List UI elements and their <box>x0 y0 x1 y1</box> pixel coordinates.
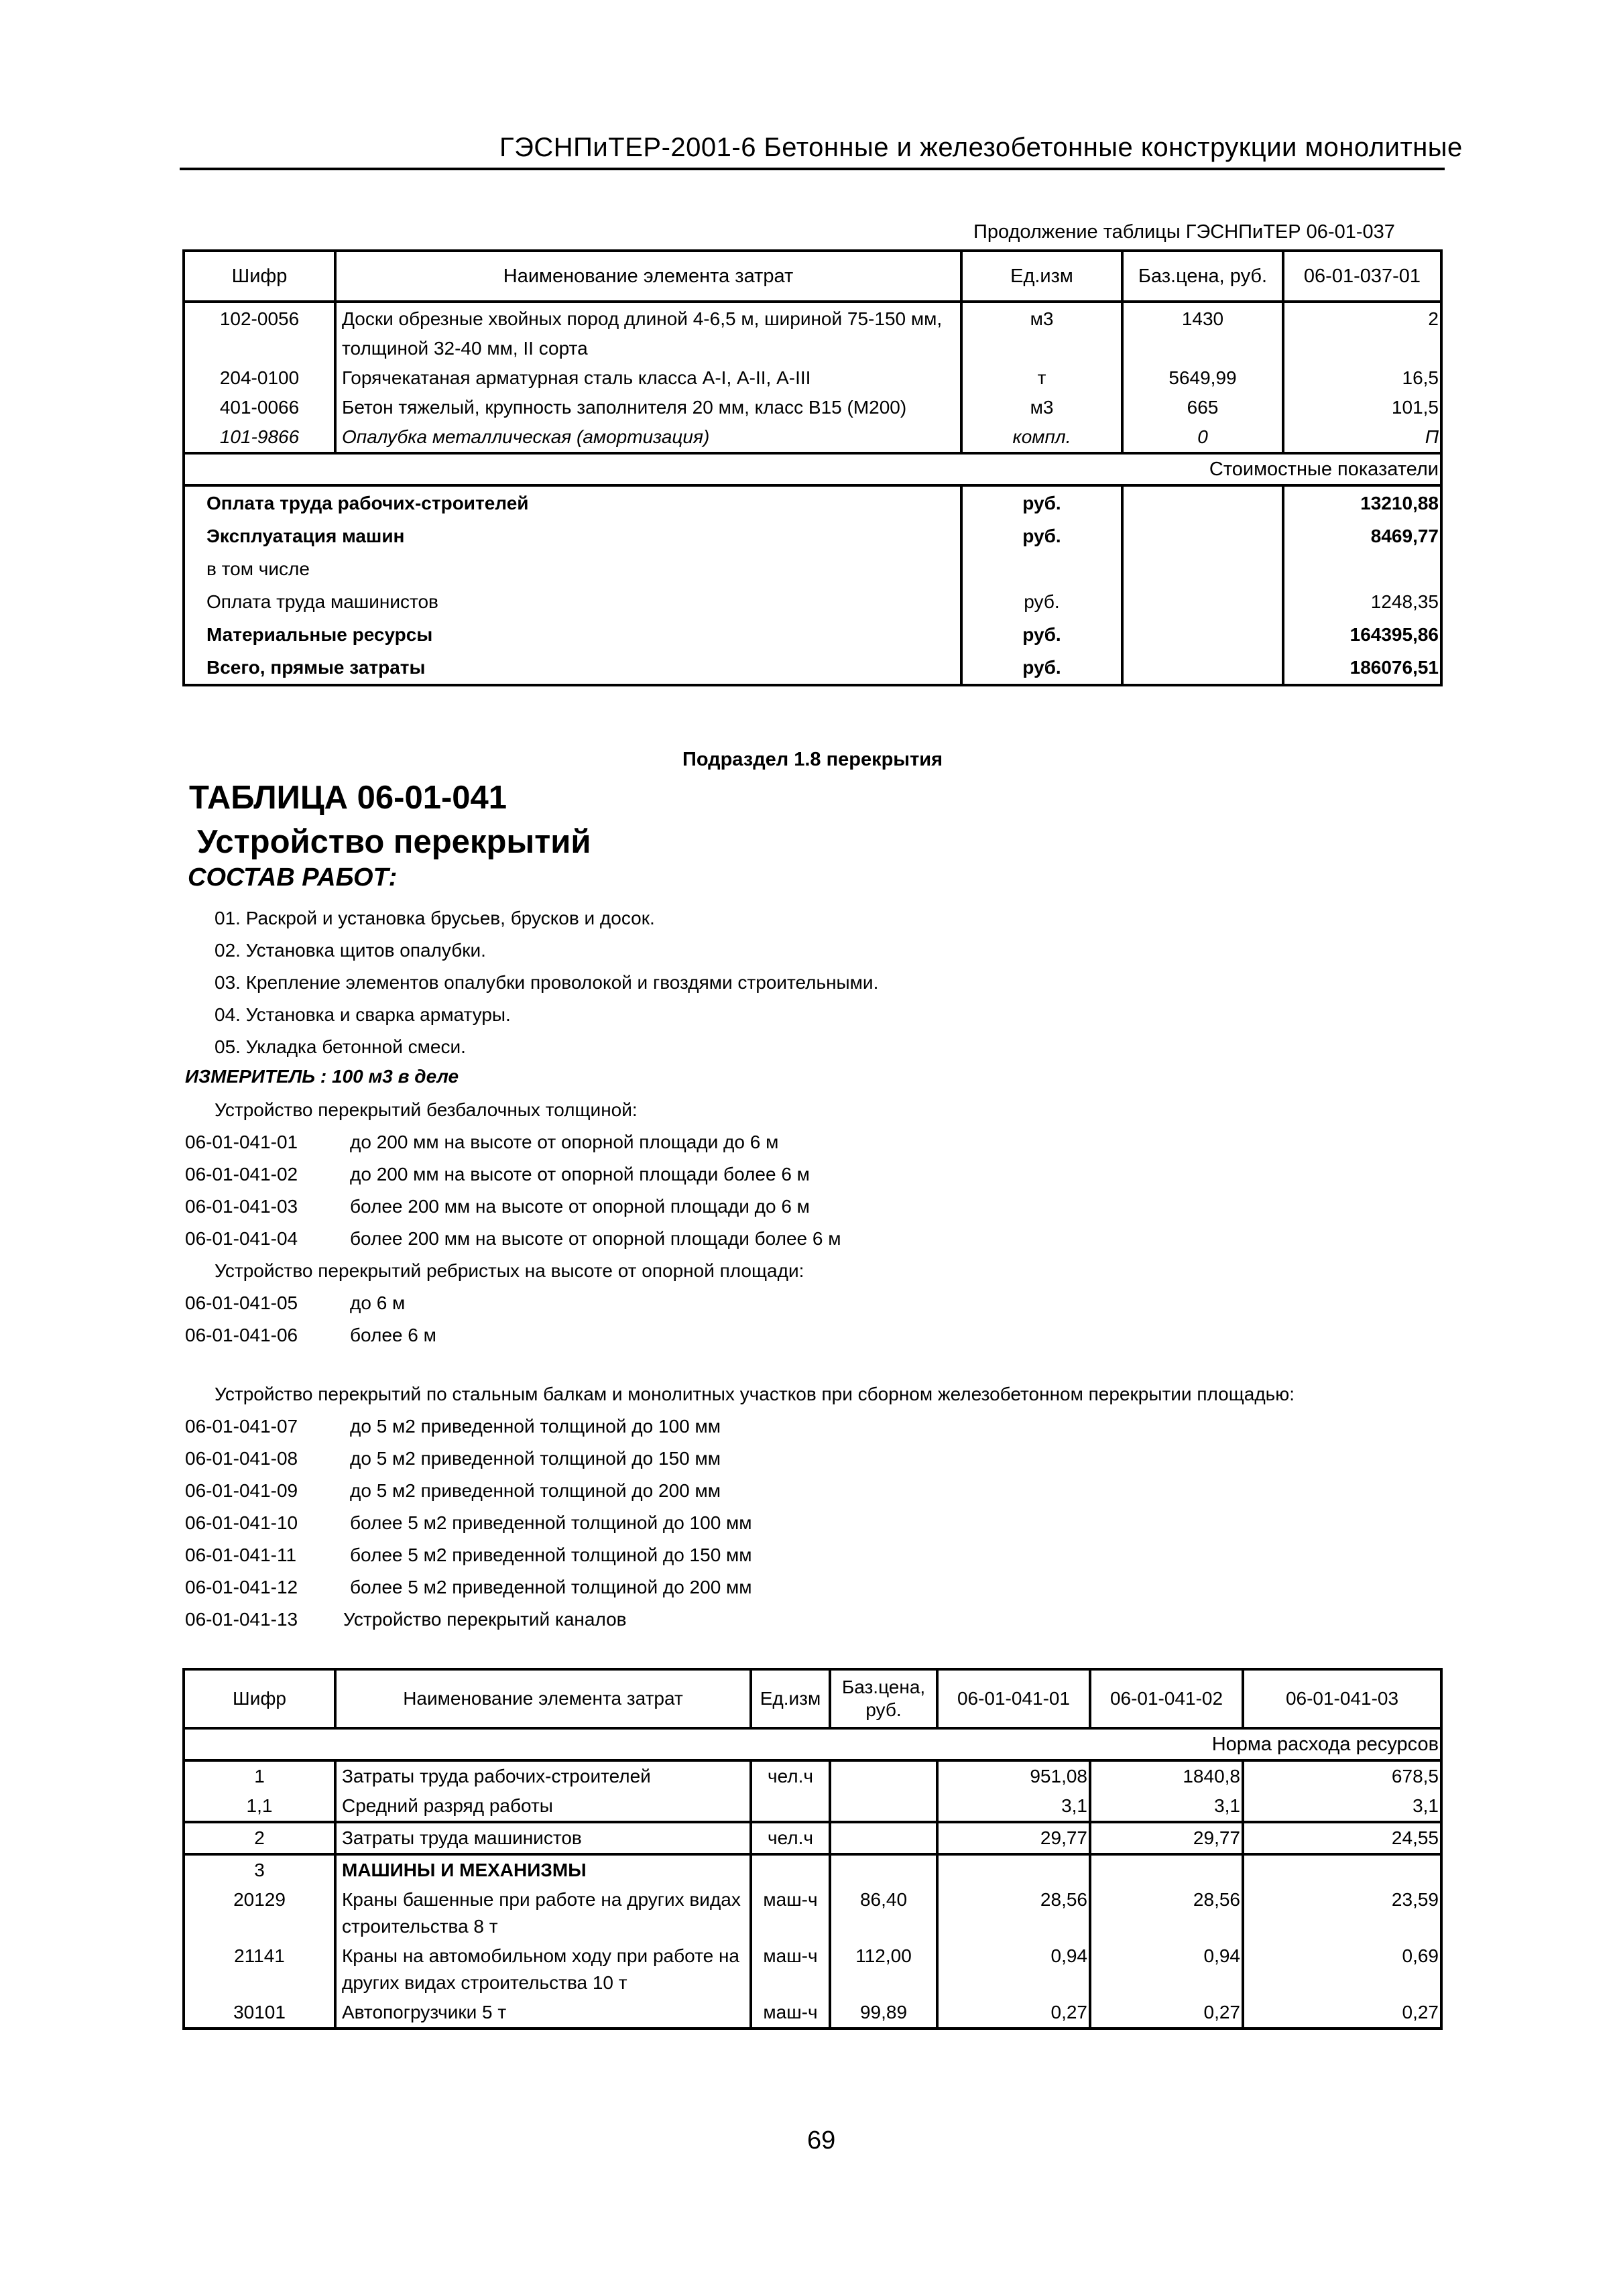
norm-code: 06-01-041-03 <box>185 1196 298 1217</box>
group-heading: Устройство перекрытий по стальным балкам и монолитных участков при сборном железобетонном перекрытии площадью: <box>215 1384 1295 1404</box>
norm-text: до 5 м2 приведенной толщиной до 200 мм <box>350 1480 721 1501</box>
cost-indicators-band <box>184 453 1441 485</box>
work-item: 02. Установка щитов опалубки. <box>215 940 486 961</box>
cell-value-2: 28,56 <box>1090 1885 1243 1941</box>
norm-text: до 200 мм на высоте от опорной площади более 6 м <box>350 1164 810 1185</box>
norm-text: более 200 мм на высоте от опорной площади до 6 м <box>350 1196 810 1217</box>
cost-value: 13210,88 <box>1283 485 1441 520</box>
cell-code: 1,1 <box>184 1791 335 1822</box>
cell-code: 204-0100 <box>184 363 335 393</box>
cell-unit: компл. <box>961 422 1122 453</box>
resource-table-06-01-037 <box>182 249 1443 686</box>
cell-value-2: 29,77 <box>1090 1822 1243 1854</box>
cell-value-1: 3,1 <box>937 1791 1090 1822</box>
cell-value-1 <box>937 1854 1090 1885</box>
header-col2: 06-01-041-02 <box>1090 1669 1243 1728</box>
cell-unit: чел.ч <box>751 1760 830 1791</box>
resource-norm-band <box>184 1728 1441 1760</box>
cell-name: Бетон тяжелый, крупность заполнителя 20 мм, класс В15 (М200) <box>335 393 961 422</box>
norm-code: 06-01-041-12 <box>185 1577 298 1597</box>
code-row <box>185 1132 778 1153</box>
norm-code: 06-01-041-05 <box>185 1292 298 1313</box>
cost-value <box>1283 552 1441 585</box>
header-price: Баз.цена, руб. <box>1122 251 1283 302</box>
norm-code: 06-01-041-11 <box>185 1545 297 1565</box>
cost-price <box>1122 552 1283 585</box>
code-row <box>185 1416 721 1437</box>
work-item: 03. Крепление элементов опалубки проволокой и гвоздями строительными. <box>215 972 879 993</box>
cell-code: 21141 <box>184 1941 335 1998</box>
table-row <box>184 363 1441 393</box>
header-col1: 06-01-041-01 <box>937 1669 1090 1728</box>
code-row <box>185 1480 721 1502</box>
cell-price: 0 <box>1122 422 1283 453</box>
cost-row <box>184 485 1441 520</box>
cell-value-1: 0,94 <box>937 1941 1090 1998</box>
cost-label: Оплата труда машинистов <box>184 585 961 618</box>
cell-value-3: 3,1 <box>1243 1791 1441 1822</box>
header-code: Шифр <box>184 1669 335 1728</box>
cell-value: 101,5 <box>1283 393 1441 422</box>
cell-code: 101-9866 <box>184 422 335 453</box>
cost-value: 8469,77 <box>1283 520 1441 552</box>
cost-price <box>1122 585 1283 618</box>
norm-code: 06-01-041-02 <box>185 1164 298 1185</box>
cost-label: в том числе <box>184 552 961 585</box>
header-price: Баз.цена, руб. <box>830 1669 937 1728</box>
norm-text: более 200 мм на высоте от опорной площади более 6 м <box>350 1228 841 1249</box>
cell-unit: м3 <box>961 393 1122 422</box>
norm-code: 06-01-041-04 <box>185 1228 298 1249</box>
work-item: 05. Укладка бетонной смеси. <box>215 1036 466 1057</box>
table-row <box>184 1822 1441 1854</box>
cell-unit: маш-ч <box>751 1998 830 2029</box>
cell-value-2: 1840,8 <box>1090 1760 1243 1791</box>
cell-code: 3 <box>184 1854 335 1885</box>
cell-value-3: 23,59 <box>1243 1885 1441 1941</box>
header-unit: Ед.изм <box>961 251 1122 302</box>
table-row <box>184 1760 1441 1791</box>
cell-price <box>830 1760 937 1791</box>
norm-text: до 5 м2 приведенной толщиной до 100 мм <box>350 1416 721 1437</box>
cell-value-2: 0,27 <box>1090 1998 1243 2029</box>
cell-name: Средний разряд работы <box>335 1791 751 1822</box>
cost-price <box>1122 520 1283 552</box>
header-col1: 06-01-037-01 <box>1283 251 1441 302</box>
code-row <box>185 1512 752 1534</box>
norm-text: более 5 м2 приведенной толщиной до 200 мм <box>350 1577 752 1597</box>
cell-unit: т <box>961 363 1122 393</box>
cost-unit: руб. <box>961 485 1122 520</box>
norm-code: 06-01-041-06 <box>185 1325 298 1345</box>
code-row <box>185 1196 810 1217</box>
cost-value: 186076,51 <box>1283 651 1441 685</box>
code-row <box>185 1609 627 1630</box>
header-name: Наименование элемента затрат <box>335 251 961 302</box>
code-row <box>185 1577 752 1598</box>
cell-value-1: 28,56 <box>937 1885 1090 1941</box>
cell-name: Опалубка металлическая (амортизация) <box>335 422 961 453</box>
cell-code: 2 <box>184 1822 335 1854</box>
norm-code: 06-01-041-08 <box>185 1448 298 1469</box>
cell-price: 99,89 <box>830 1998 937 2029</box>
cell-name: Автопогрузчики 5 т <box>335 1998 751 2029</box>
group-heading: Устройство перекрытий ребристых на высоте от опорной площади: <box>215 1260 804 1281</box>
cell-value-2 <box>1090 1854 1243 1885</box>
norm-code: 06-01-041-07 <box>185 1416 298 1437</box>
cell-value-1: 951,08 <box>937 1760 1090 1791</box>
cell-price: 5649,99 <box>1122 363 1283 393</box>
cell-code: 401-0066 <box>184 393 335 422</box>
norm-text: до 6 м <box>350 1292 406 1313</box>
table-row <box>184 1854 1441 1885</box>
table-row <box>184 1998 1441 2029</box>
cost-row <box>184 618 1441 651</box>
cell-value-3 <box>1243 1854 1441 1885</box>
code-row <box>185 1448 721 1469</box>
cell-value-2: 0,94 <box>1090 1941 1243 1998</box>
norm-code: 06-01-041-10 <box>185 1512 298 1533</box>
page-number: 69 <box>807 2126 836 2155</box>
header-rule <box>180 168 1445 170</box>
cell-value-1: 29,77 <box>937 1822 1090 1854</box>
cell-name: Краны башенные при работе на других видах строительства 8 т <box>335 1885 751 1941</box>
code-row <box>185 1292 405 1314</box>
cell-unit: чел.ч <box>751 1822 830 1854</box>
cell-value: 2 <box>1283 302 1441 363</box>
running-header: ГЭСНПиТЕР-2001-6 Бетонные и железобетонные конструкции монолитные <box>499 133 1463 162</box>
cell-price <box>830 1791 937 1822</box>
cost-price <box>1122 618 1283 651</box>
cost-row <box>184 585 1441 618</box>
cell-unit: м3 <box>961 302 1122 363</box>
code-row <box>185 1325 436 1346</box>
cell-price: 1430 <box>1122 302 1283 363</box>
table-subtitle: Устройство перекрытий <box>197 824 591 860</box>
norm-text: более 5 м2 приведенной толщиной до 100 мм <box>350 1512 752 1533</box>
cell-code: 20129 <box>184 1885 335 1941</box>
table-row <box>184 1791 1441 1822</box>
cost-row <box>184 520 1441 552</box>
cell-value: П <box>1283 422 1441 453</box>
cost-label: Эксплуатация машин <box>184 520 961 552</box>
header-name: Наименование элемента затрат <box>335 1669 751 1728</box>
header-col3: 06-01-041-03 <box>1243 1669 1441 1728</box>
subsection-heading: Подраздел 1.8 перекрытия <box>682 749 943 770</box>
norm-text: более 5 м2 приведенной толщиной до 150 мм <box>350 1545 752 1565</box>
table-row <box>184 422 1441 453</box>
norm-text: до 5 м2 приведенной толщиной до 150 мм <box>350 1448 721 1469</box>
table-title: ТАБЛИЦА 06-01-041 <box>189 780 507 816</box>
cell-value-3: 678,5 <box>1243 1760 1441 1791</box>
cell-value-3: 24,55 <box>1243 1822 1441 1854</box>
norm-text: до 200 мм на высоте от опорной площади до 6 м <box>350 1132 779 1152</box>
cell-name: МАШИНЫ И МЕХАНИЗМЫ <box>335 1854 751 1885</box>
table-row <box>184 1885 1441 1941</box>
cell-unit <box>751 1791 830 1822</box>
cell-code: 102-0056 <box>184 302 335 363</box>
norm-text: Устройство перекрытий каналов <box>343 1609 627 1630</box>
code-row <box>185 1545 752 1566</box>
works-heading: СОСТАВ РАБОТ: <box>188 863 398 892</box>
cost-price <box>1122 485 1283 520</box>
cell-price: 112,00 <box>830 1941 937 1998</box>
cost-value: 1248,35 <box>1283 585 1441 618</box>
cost-price <box>1122 651 1283 685</box>
table-header-row <box>184 1669 1441 1728</box>
cell-price <box>830 1854 937 1885</box>
table-continuation-caption: Продолжение таблицы ГЭСНПиТЕР 06-01-037 <box>973 221 1395 243</box>
norm-code: 06-01-041-01 <box>185 1132 298 1152</box>
cell-name: Горячекатаная арматурная сталь класса А-I, А-II, А-III <box>335 363 961 393</box>
work-item: 01. Раскрой и установка брусьев, брусков и досок. <box>215 908 655 928</box>
cell-unit: маш-ч <box>751 1885 830 1941</box>
cost-value: 164395,86 <box>1283 618 1441 651</box>
cell-value-3: 0,27 <box>1243 1998 1441 2029</box>
code-row <box>185 1164 810 1185</box>
group-heading: Устройство перекрытий безбалочных толщиной: <box>215 1099 638 1120</box>
cost-row <box>184 552 1441 585</box>
table-row <box>184 393 1441 422</box>
cell-price: 665 <box>1122 393 1283 422</box>
cell-price: 86,40 <box>830 1885 937 1941</box>
cost-label: Оплата труда рабочих-строителей <box>184 485 961 520</box>
cost-unit: руб. <box>961 618 1122 651</box>
header-unit: Ед.изм <box>751 1669 830 1728</box>
cost-row <box>184 651 1441 685</box>
header-code: Шифр <box>184 251 335 302</box>
cost-unit: руб. <box>961 651 1122 685</box>
work-item: 04. Установка и сварка арматуры. <box>215 1004 511 1025</box>
resource-table-06-01-041 <box>182 1668 1443 2030</box>
norm-text: более 6 м <box>350 1325 436 1345</box>
norm-code: 06-01-041-13 <box>185 1609 298 1630</box>
cost-label: Всего, прямые затраты <box>184 651 961 685</box>
cell-unit: маш-ч <box>751 1941 830 1998</box>
cell-code: 30101 <box>184 1998 335 2029</box>
table-row <box>184 302 1441 363</box>
cost-label: Материальные ресурсы <box>184 618 961 651</box>
cost-unit: руб. <box>961 585 1122 618</box>
band-label: Стоимостные показатели <box>184 453 1441 485</box>
cell-value-3: 0,69 <box>1243 1941 1441 1998</box>
cell-name: Краны на автомобильном ходу при работе на других видах строительства 10 т <box>335 1941 751 1998</box>
cell-name: Затраты труда рабочих-строителей <box>335 1760 751 1791</box>
cost-unit <box>961 552 1122 585</box>
cell-code: 1 <box>184 1760 335 1791</box>
cell-price <box>830 1822 937 1854</box>
measurement-unit: ИЗМЕРИТЕЛЬ : 100 м3 в деле <box>185 1066 459 1087</box>
cell-value: 16,5 <box>1283 363 1441 393</box>
cell-unit <box>751 1854 830 1885</box>
band-label: Норма расхода ресурсов <box>184 1728 1441 1760</box>
cost-unit: руб. <box>961 520 1122 552</box>
norm-code: 06-01-041-09 <box>185 1480 298 1501</box>
cell-value-2: 3,1 <box>1090 1791 1243 1822</box>
cell-name: Доски обрезные хвойных пород длиной 4-6,5 м, шириной 75-150 мм, толщиной 32-40 мм, II сорта <box>335 302 961 363</box>
table-header-row <box>184 251 1441 302</box>
code-row <box>185 1228 841 1250</box>
cell-name: Затраты труда машинистов <box>335 1822 751 1854</box>
cell-value-1: 0,27 <box>937 1998 1090 2029</box>
table-row <box>184 1941 1441 1998</box>
